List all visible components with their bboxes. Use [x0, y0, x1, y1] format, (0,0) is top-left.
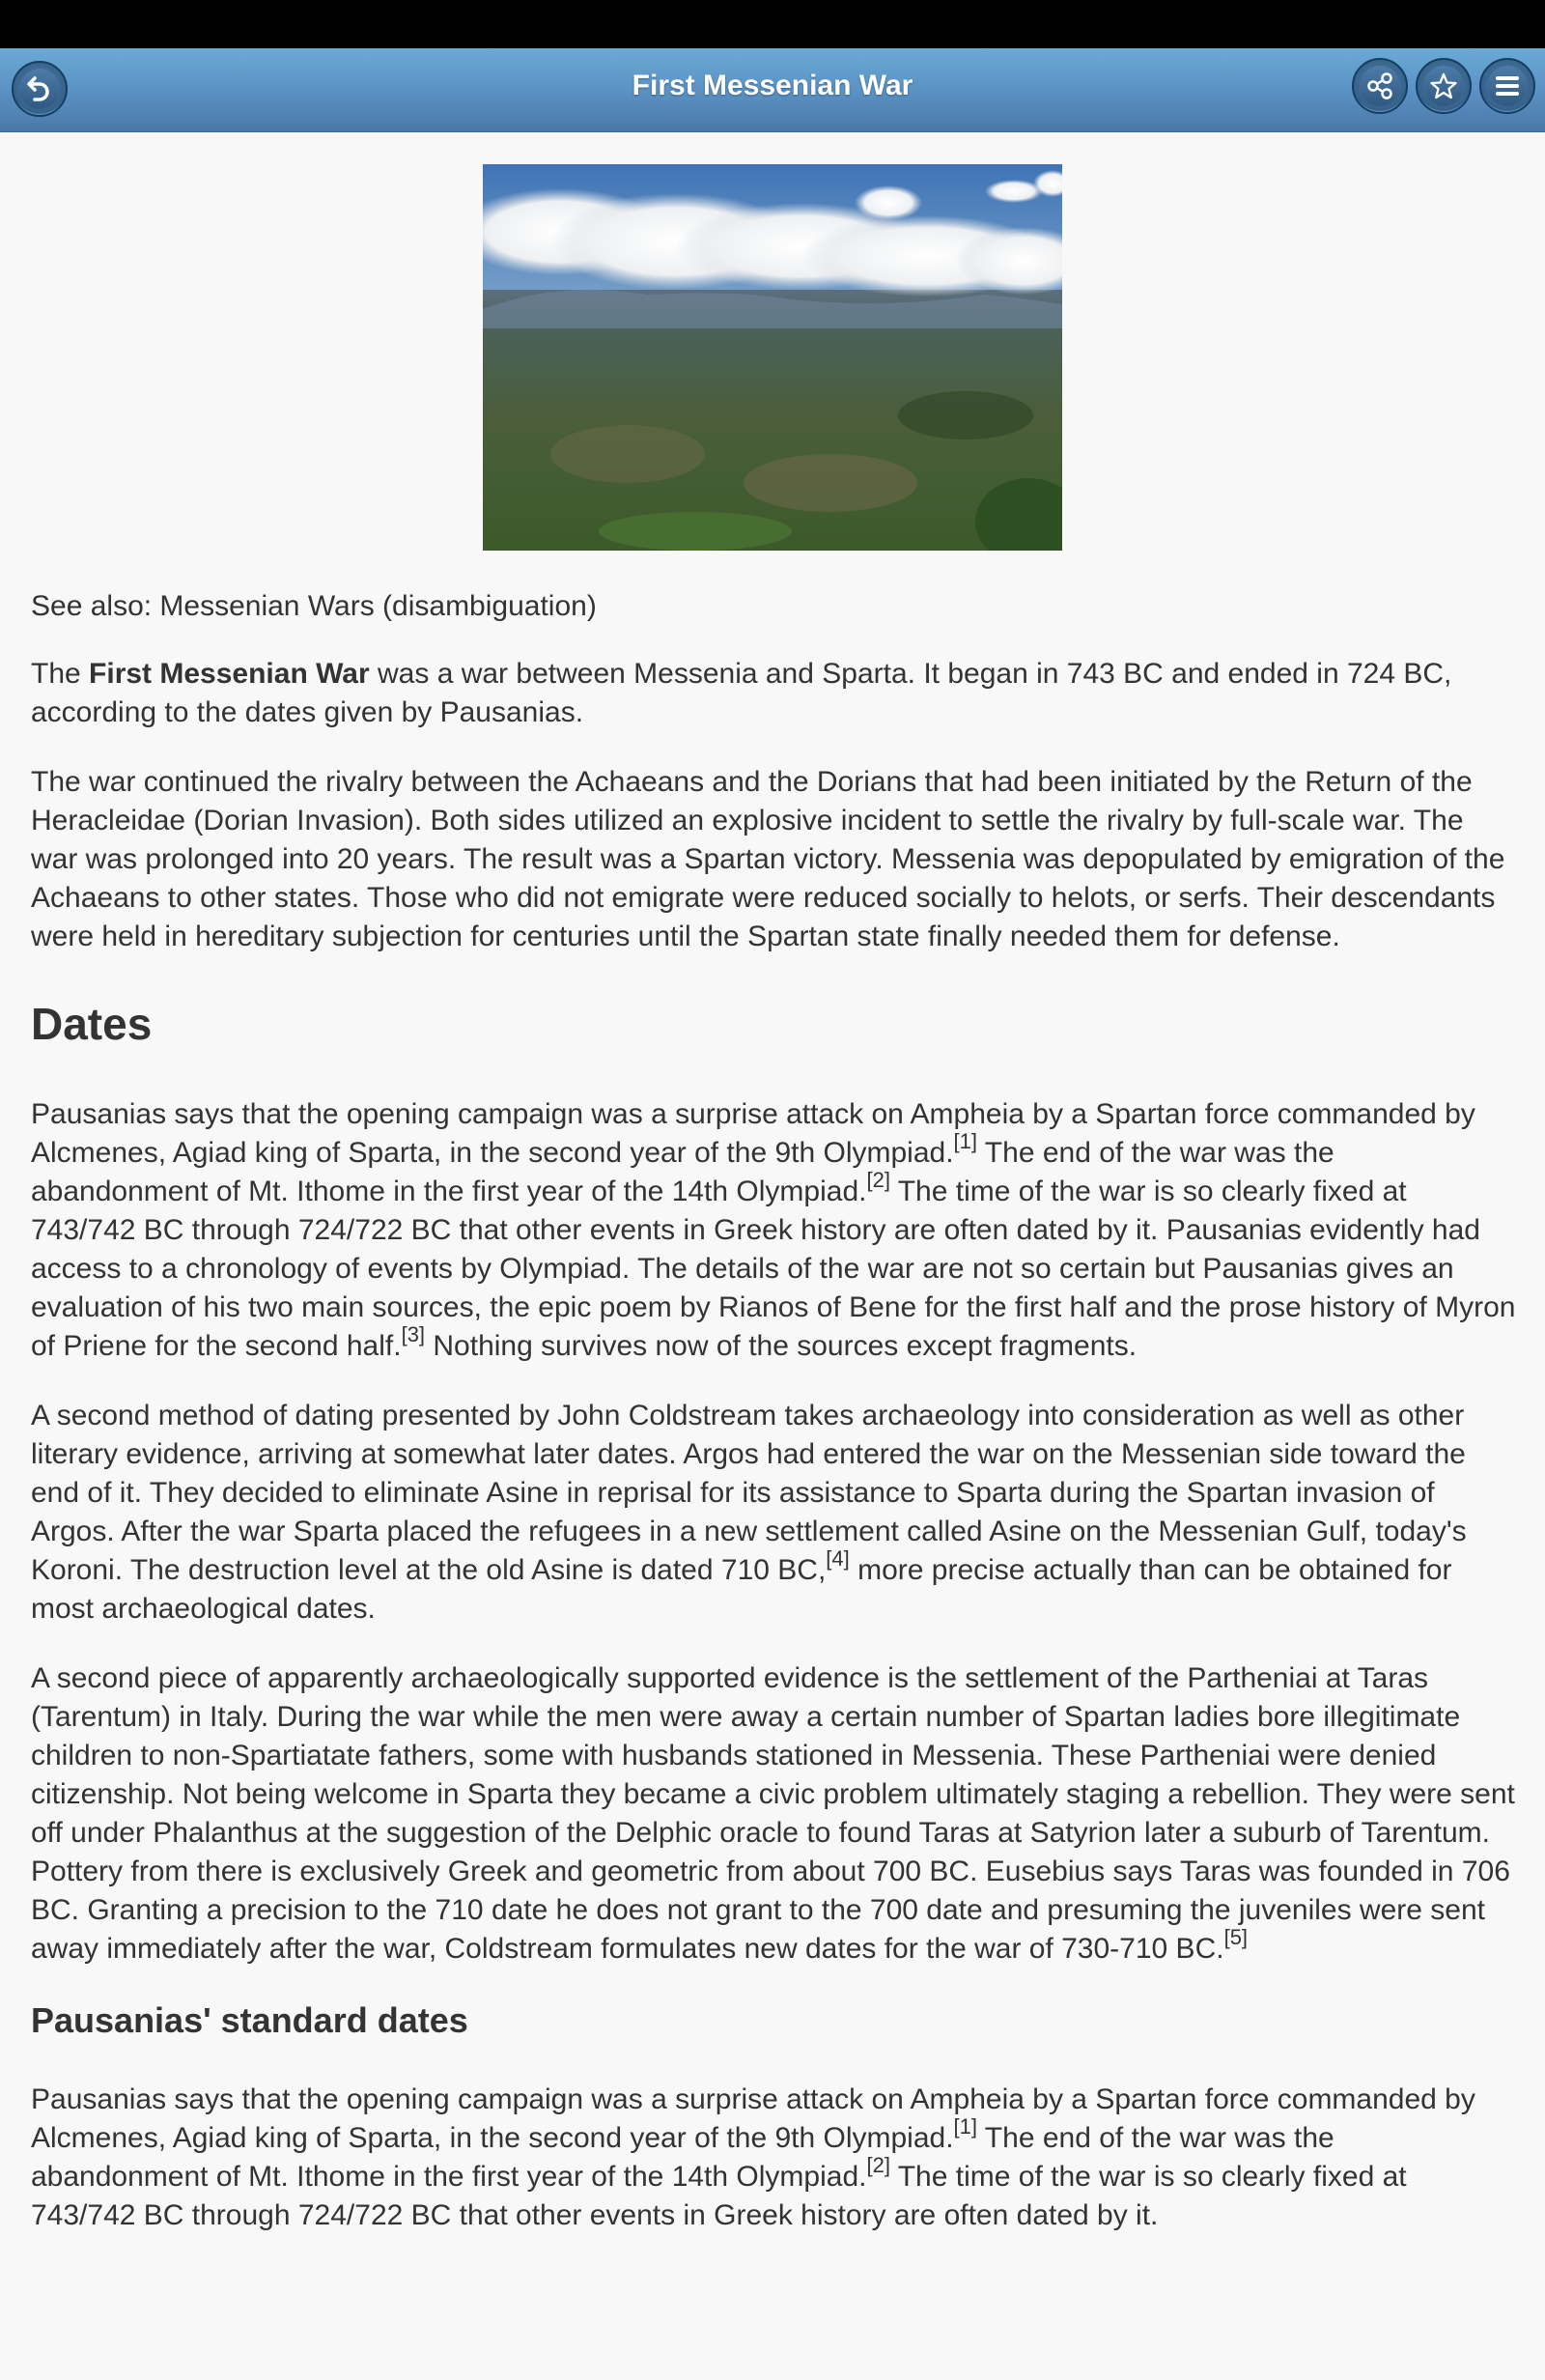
- text-run: Pausanias says that the opening campaign was a surprise attack on Ampheia by a Spartan force commanded by Alcmenes, Agiad king of Sparta, in the second year of the 9th Olympiad.: [31, 1098, 1475, 1169]
- text-run: The end of the war was the abandonment of Mt. Ithome in the first year of the 14th Olympiad.: [31, 2122, 1334, 2193]
- back-button[interactable]: [12, 61, 68, 117]
- text-run: The end of the war was the abandonment of Mt. Ithome in the first year of the 14th Olympiad.: [31, 1137, 1334, 1207]
- text-run: Pausanias says that the opening campaign was a surprise attack on Ampheia by a Spartan force commanded by Alcmenes, Agiad king of Sparta, in the second year of the 9th Olympiad.: [31, 2083, 1475, 2154]
- favorite-button[interactable]: [1416, 58, 1472, 114]
- reference-link-1[interactable]: [1]: [953, 2114, 978, 2139]
- reference-link-1[interactable]: [1]: [953, 1129, 978, 1153]
- section-heading-dates: Dates: [31, 999, 153, 1049]
- text-run: more precise actually than can be obtained for most archaeological dates.: [31, 1554, 1452, 1625]
- dates-paragraph-1: [31, 1095, 1518, 1366]
- section-heading-pausanias-standard-dates: Pausanias' standard dates: [31, 2000, 468, 2040]
- menu-button[interactable]: [1479, 58, 1535, 114]
- reference-link-3[interactable]: [3]: [401, 1322, 426, 1346]
- star-icon: [1429, 71, 1458, 100]
- text-run: Nothing survives now of the sources except fragments.: [425, 1330, 1138, 1362]
- text-run: The time of the war is so clearly fixed at 743/742 BC through 724/722 BC that other events in Greek history are often dated by it.: [31, 2161, 1407, 2231]
- status-bar: [0, 0, 1545, 48]
- page-title: First Messenian War: [632, 70, 913, 101]
- intro-post: was a war between Messenia and Sparta. It began in 743 BC and ended in 724 BC, according to the dates given by Pausanias.: [31, 658, 1452, 728]
- article-image-landscape[interactable]: [483, 164, 1062, 551]
- intro-paragraph: [31, 655, 1518, 732]
- reference-link-2[interactable]: [2]: [866, 1168, 890, 1192]
- hamburger-menu-icon: [1493, 71, 1522, 100]
- text-run: A second method of dating presented by John Coldstream takes archaeology into consideration as well as other literary evidence, arriving at somewhat later dates. Argos had entered the war on the Messenian side toward the end of it. They decided to eliminate Asine in reprisal for its assistance to Sparta during the Spartan invasion of Argos. After the war Sparta placed the refugees in a new settlement called Asine on the Messenian Gulf, today's Koroni. The destruction level at the old Asine is dated 710 BC,: [31, 1400, 1467, 1586]
- text-run: The time of the war is so clearly fixed at 743/742 BC through 724/722 BC that other events in Greek history are often dated by it. Pausanias evidently had access to a chronology of events by Olympiad. The details of the war are not so certain but Pausanias gives an evaluation of his two main sources, the epic poem by Rianos of Bene for the first half and the prose history of Myron of Priene for the second half.: [31, 1176, 1516, 1362]
- dates-paragraph-3: [31, 1659, 1518, 1969]
- intro-pre: The: [31, 658, 90, 690]
- reference-link-5[interactable]: [5]: [1223, 1925, 1249, 1949]
- share-icon: [1365, 71, 1394, 100]
- app-header: [0, 48, 1545, 132]
- text-run: A second piece of apparently archaeologically supported evidence is the settlement of the Partheniai at Taras (Tarentum) in Italy. During the war while the men were away a certain number of Spartan ladies bore illegitimate children to non-Spartiatate fathers, some with husbands stationed in Messenia. These Partheniai were denied citizenship. Not being welcome in Sparta they became a civic problem ultimately staging a rebellion. They were sent off under Phalanthus at the suggestion of the Delphic oracle to found Taras at Satyrion later a suburb of Tarentum. Pottery from there is exclusively Greek and geometric from about 700 BC. Eusebius says Taras was founded in 706 BC. Granting a precision to the 710 date he does not grant to the 700 date and presuming the juveniles were sent away immediately after the war, Coldstream formulates new dates for the war of 730-710 BC.: [31, 1662, 1515, 1965]
- paragraph-rivalry: The war continued the rivalry between the Achaeans and the Dorians that had been initiated by the Return of the Heracleidae (Dorian Invasion). Both sides utilized an explosive incident to settle the rivalry by full-scale war. The war was prolonged into 20 years. The result was a Spartan victory. Messenia was depopulated by emigration of the Achaeans to other states. Those who did not emigrate were reduced socially to helots, or serfs. Their descendants were held in hereditary subjection for centuries until the Spartan state finally needed them for defense.: [31, 766, 1505, 952]
- pausanias-paragraph-1: [31, 2081, 1518, 2235]
- landscape-photo: [483, 164, 1062, 551]
- article-content: [31, 587, 1518, 2266]
- back-arrow-icon: [26, 74, 53, 103]
- reference-link-4[interactable]: [4]: [826, 1546, 850, 1571]
- reference-link-2[interactable]: [2]: [866, 2153, 890, 2177]
- see-also-link[interactable]: See also: Messenian Wars (disambiguation): [31, 590, 597, 622]
- dates-paragraph-2: [31, 1397, 1518, 1629]
- intro-bold-title: First Messenian War: [89, 658, 370, 690]
- share-button[interactable]: [1352, 58, 1408, 114]
